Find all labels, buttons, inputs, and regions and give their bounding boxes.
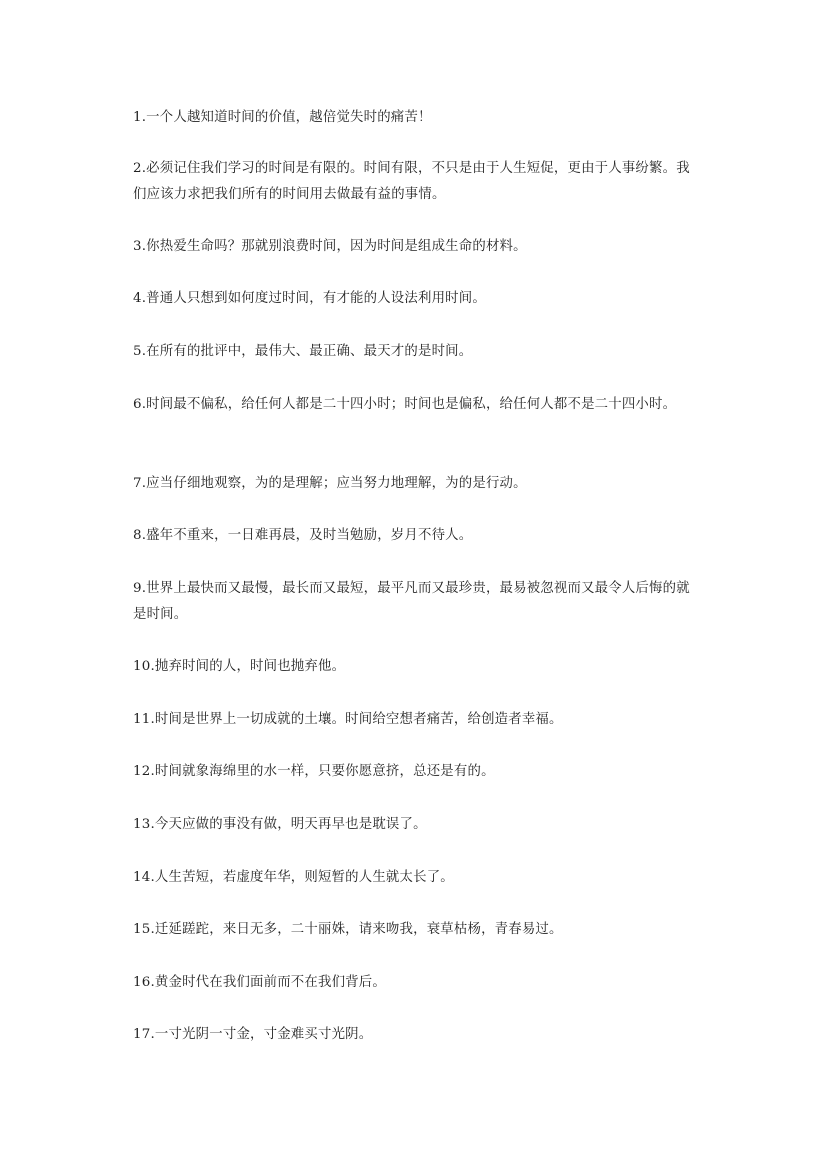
quote-8: 8.盛年不重来，一日难再晨，及时当勉励，岁月不待人。 — [133, 528, 473, 543]
quote-14: 14.人生苦短，若虚度年华，则短暂的人生就太长了。 — [133, 870, 454, 885]
quote-16: 16.黄金时代在我们面前而不在我们背后。 — [133, 975, 386, 990]
quote-15: 15.迁延蹉跎，来日无多，二十丽姝，请来吻我，衰草枯杨，青春易过。 — [133, 922, 563, 937]
quote-6: 6.时间最不偏私，给任何人都是二十四小时；时间也是偏私，给任何人都不是二十四小时。 — [133, 397, 677, 412]
quote-9: 9.世界上最快而又最慢，最长而又最短，最平凡而又最珍贵，最易被忽视而又最令人后悔的就是时间。 — [133, 581, 690, 622]
quote-13: 13.今天应做的事没有做，明天再早也是耽误了。 — [133, 817, 427, 832]
quote-11: 11.时间是世界上一切成就的土壤。时间给空想者痛苦，给创造者幸福。 — [133, 712, 563, 727]
quote-17: 17.一寸光阴一寸金，寸金难买寸光阴。 — [133, 1027, 373, 1042]
quote-3: 3.你热爱生命吗？那就别浪费时间，因为时间是组成生命的材料。 — [133, 239, 527, 254]
quote-5: 5.在所有的批评中，最伟大、最正确、最天才的是时间。 — [133, 344, 473, 359]
quote-7: 7.应当仔细地观察，为的是理解；应当努力地理解，为的是行动。 — [133, 476, 527, 491]
quote-2: 2.必须记住我们学习的时间是有限的。时间有限，不只是由于人生短促，更由于人事纷繁。我们应该力求把我们所有的时间用去做最有益的事情。 — [133, 161, 690, 202]
quote-4: 4.普通人只想到如何度过时间，有才能的人设法利用时间。 — [133, 291, 486, 306]
quote-12: 12.时间就象海绵里的水一样，只要你愿意挤，总还是有的。 — [133, 764, 495, 779]
quote-1: 1.一个人越知道时间的价值，越倍觉失时的痛苦！ — [133, 110, 432, 125]
quote-10: 10.抛弃时间的人，时间也抛弃他。 — [133, 659, 346, 674]
